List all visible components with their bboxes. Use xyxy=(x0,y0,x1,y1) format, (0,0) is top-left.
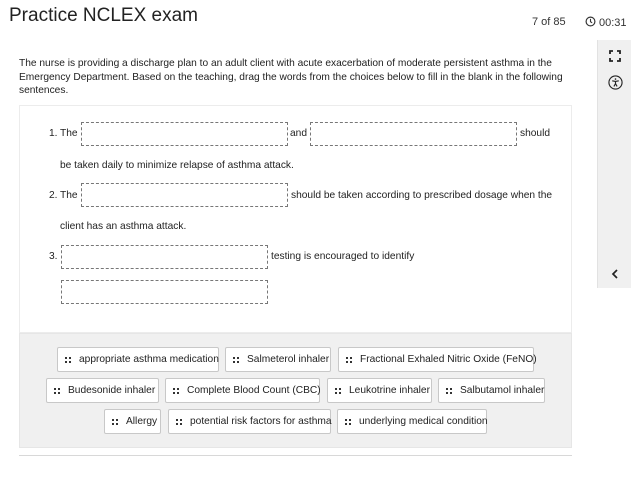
drop-blank-3b[interactable] xyxy=(61,280,268,304)
item-2-text-cont: client has an asthma attack. xyxy=(60,221,187,232)
choice-chip[interactable] xyxy=(46,378,159,403)
choice-label: Salmeterol inhaler xyxy=(247,354,330,365)
item-1-number: 1. xyxy=(49,128,58,139)
item-3-number: 3. xyxy=(49,251,58,262)
choice-chip[interactable] xyxy=(57,347,219,372)
choice-chip[interactable] xyxy=(165,378,320,403)
bottom-divider xyxy=(19,455,572,456)
side-tools-panel xyxy=(597,40,631,288)
choice-label: Allergy xyxy=(126,416,158,427)
drop-blank-1a[interactable] xyxy=(81,122,288,146)
item-2-number: 2. xyxy=(49,190,58,201)
item-1-text-cont: be taken daily to minimize relapse of asthma attack. xyxy=(60,160,294,171)
drag-handle-icon xyxy=(233,357,239,363)
item-1-text-post: should xyxy=(520,128,551,139)
item-1-text-mid: and xyxy=(290,128,307,139)
drag-handle-icon xyxy=(65,357,71,363)
choice-chip[interactable] xyxy=(338,347,537,372)
drag-handle-icon xyxy=(446,388,452,394)
choice-label: Fractional Exhaled Nitric Oxide (FeNO) xyxy=(360,354,537,365)
choice-label: appropriate asthma medication xyxy=(79,354,219,365)
choice-chip[interactable] xyxy=(168,409,331,434)
drag-handle-icon xyxy=(335,388,341,394)
choice-label: Salbutamol inhaler xyxy=(460,385,545,396)
choice-chip[interactable] xyxy=(337,409,487,434)
clock-icon xyxy=(585,16,596,30)
sentences-card xyxy=(19,105,572,333)
choice-label: Budesonide inhaler xyxy=(68,385,156,396)
choice-chip[interactable] xyxy=(225,347,331,372)
drag-handle-icon xyxy=(112,419,118,425)
timer-value: 00:31 xyxy=(599,17,627,29)
choice-chip[interactable] xyxy=(104,409,161,434)
drag-handle-icon xyxy=(346,357,352,363)
question-stem: The nurse is providing a discharge plan to an adult client with acute exacerbation of moderate persistent asthma in the Emergency Department. Based on the teaching, drag the words from the choices below to fill in the blank in the following sentences. xyxy=(19,58,563,96)
drag-handle-icon xyxy=(176,419,182,425)
accessibility-icon[interactable] xyxy=(598,75,632,90)
item-3-text-post: testing is encouraged to identify xyxy=(271,251,415,262)
drag-handle-icon xyxy=(345,419,351,425)
chevron-left-icon[interactable] xyxy=(598,269,632,279)
drag-handle-icon xyxy=(173,388,179,394)
timer xyxy=(585,16,627,30)
choice-label: Leukotrine inhaler xyxy=(349,385,430,396)
drop-blank-2[interactable] xyxy=(81,183,288,207)
page-title: Practice NCLEX exam xyxy=(9,5,199,26)
drag-handle-icon xyxy=(54,388,60,394)
choice-chip[interactable] xyxy=(438,378,545,403)
item-1-text-pre: The xyxy=(60,128,78,139)
choice-label: underlying medical condition xyxy=(359,416,488,427)
item-2-text-post: should be taken according to prescribed dosage when the xyxy=(291,190,553,201)
choice-chip[interactable] xyxy=(327,378,432,403)
item-2-text-pre: The xyxy=(60,190,78,201)
choice-label: Complete Blood Count (CBC) xyxy=(187,385,321,396)
drop-blank-3a[interactable] xyxy=(61,245,268,269)
choice-label: potential risk factors for asthma xyxy=(190,416,332,427)
choices-area xyxy=(19,333,572,448)
fullscreen-icon[interactable] xyxy=(598,50,632,62)
drop-blank-1b[interactable] xyxy=(310,122,517,146)
question-progress: 7 of 85 xyxy=(532,16,566,28)
